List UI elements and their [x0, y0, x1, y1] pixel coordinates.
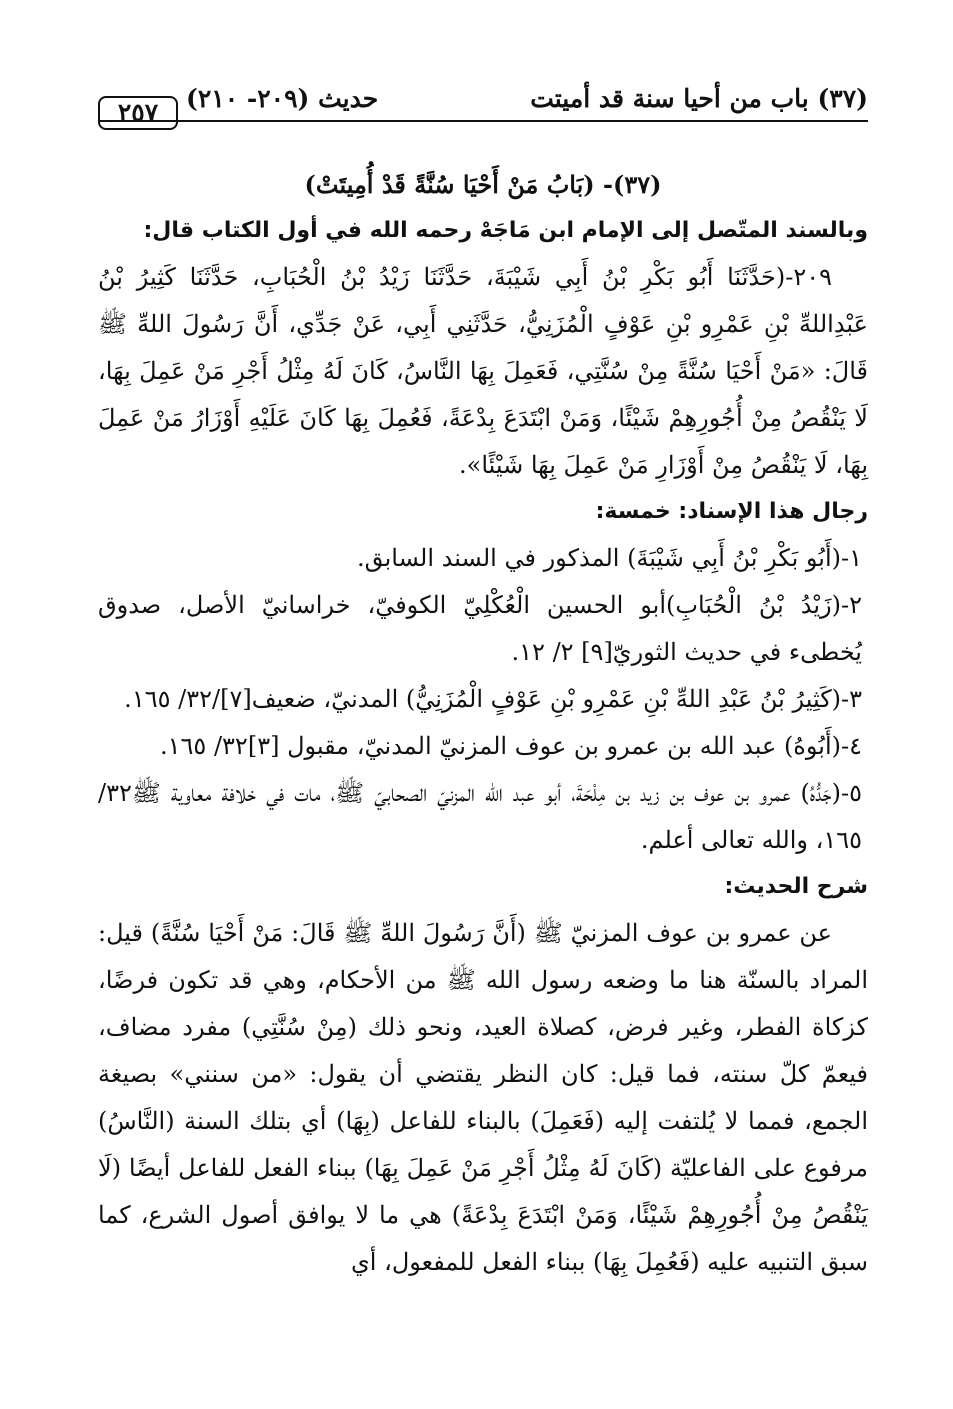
- hadith-209-text: ٢٠٩-(حَدَّثَنَا أَبُو بَكْرِ بْنُ أَبِي شَيْبَةَ، حَدَّثَنَا زَيْدُ بْنُ الْحُبَابِ، حَدَّثَنَا كَثِيرُ بْنُ عَبْدِاللهِّ بْنِ عَمْرِو بْنِ عَوْفٍ الْمُزَنِيُّ، حَدَّثَنِي أَبِي، عَنْ جَدِّي، أَنَّ رَسُولَ اللهِّ ﷺ قَالَ: «مَنْ أَحْيَا سُنَّةً مِنْ سُنَّتِي، فَعَمِلَ بِهَا النَّاسُ، كَانَ لَهُ مِثْلُ أَجْرِ مَنْ عَمِلَ بِهَا، لَا يَنْقُصُ مِنْ أُجُورِهِمْ شَيْئًا، وَمَنْ ابْتَدَعَ بِدْعَةً، فَعُمِلَ بِهَا كَانَ عَلَيْهِ أَوْزَارُ مَنْ عَمِلَ بِهَا، لَا يَنْقُصُ مِنْ أَوْزَارِ مَنْ عَمِلَ بِهَا شَيْئًا».: [98, 263, 868, 479]
- sharh-paragraph: عن عمرو بن عوف المزنيّ ﷺ (أَنَّ رَسُولَ اللهِّ ﷺ قَالَ: مَنْ أَحْيَا سُنَّةً) قيل: المراد بالسنّة هنا ما وضعه رسول الله ﷺ من الأحكام، وهي قد تكون فرضًا، كزكاة الفطر، وغير فرض، كصلاة العيد، ونحو ذلك (مِنْ سُنَّتِي) مفرد مضاف، فيعمّ كلّ سنته، فما قيل: كان النظر يقتضي أن يقول: «من سنني» بصيغة الجمع، فمما لا يُلتفت إليه (فَعَمِلَ) بالبناء للفاعل (بِهَا) أي بتلك السنة (النَّاسُ) مرفوع على الفاعليّة (كَانَ لَهُ مِثْلُ أَجْرِ مَنْ عَمِلَ بِهَا) ببناء الفعل للفاعل أيضًا (لَا يَنْقُصُ مِنْ أُجُورِهِمْ شَيْئًا، وَمَنْ ابْتَدَعَ بِدْعَةً) هي ما لا يوافق أصول الشرع، كما سبق التنبيه عليه (فَعُمِلَ بِهَا) ببناء الفعل للمفعول، أي: [98, 919, 869, 1276]
- page-number-box: ٢٥٧: [98, 96, 178, 130]
- chapter-title: (٣٧)- (بَابُ مَنْ أَحْيَا سُنَّةً قَدْ أُمِيتَتْ): [304, 170, 662, 199]
- hadith-range: حديث (٢٠٩- ٢١٠): [186, 84, 379, 113]
- narrator-1: ١-(أَبُو بَكْرِ بْنُ أَبِي شَيْبَةَ) المذكور في السند السابق.: [356, 544, 862, 572]
- page-body: [98, 162, 868, 1286]
- narrators-heading: رجال هذا الإسناد: خمسة:: [595, 499, 868, 524]
- header-rule: [98, 120, 868, 122]
- narrator-2: ٢-(زَيْدُ بْنُ الْحُبَابِ)أبو الحسين الْعُكْلِيّ الكوفيّ، خراسانيّ الأصل، صدوق يُخطىء في حديث الثوريّ[٩] ٢/ ١٢.: [98, 591, 862, 666]
- narrator-4: ٤-(أَبُوهُ) عبد الله بن عمرو بن عوف المزنيّ المدنيّ، مقبول [٣]٣٢/ ١٦٥.: [160, 732, 862, 760]
- narrator-5: ٥-(جَدُّهُ) عمرو بن عوف بن زيد بن مِلْحَةَ، أبو عبد الله المزنيّ الصحابيّ ﷺ، مات في خلافة معاوية ﷺ٣٢/ ١٦٥، والله تعالى أعلم.: [98, 779, 862, 854]
- page-header: [98, 78, 868, 132]
- running-title: (٣٧) باب من أحيا سنة قد أميتت: [530, 84, 868, 113]
- sharh-heading: شرح الحديث:: [724, 874, 868, 899]
- isnad-intro: وبالسند المتّصل إلى الإمام ابن مَاجَهْ رحمه الله في أول الكتاب قال:: [143, 218, 868, 243]
- narrator-3: ٣-(كَثِيرُ بْنُ عَبْدِ اللهِّ بْنِ عَمْرِو بْنِ عَوْفٍ الْمُزَنِيُّ) المدنيّ، ضعيف[٧]/٣٢/ ١٦٥.: [124, 685, 862, 713]
